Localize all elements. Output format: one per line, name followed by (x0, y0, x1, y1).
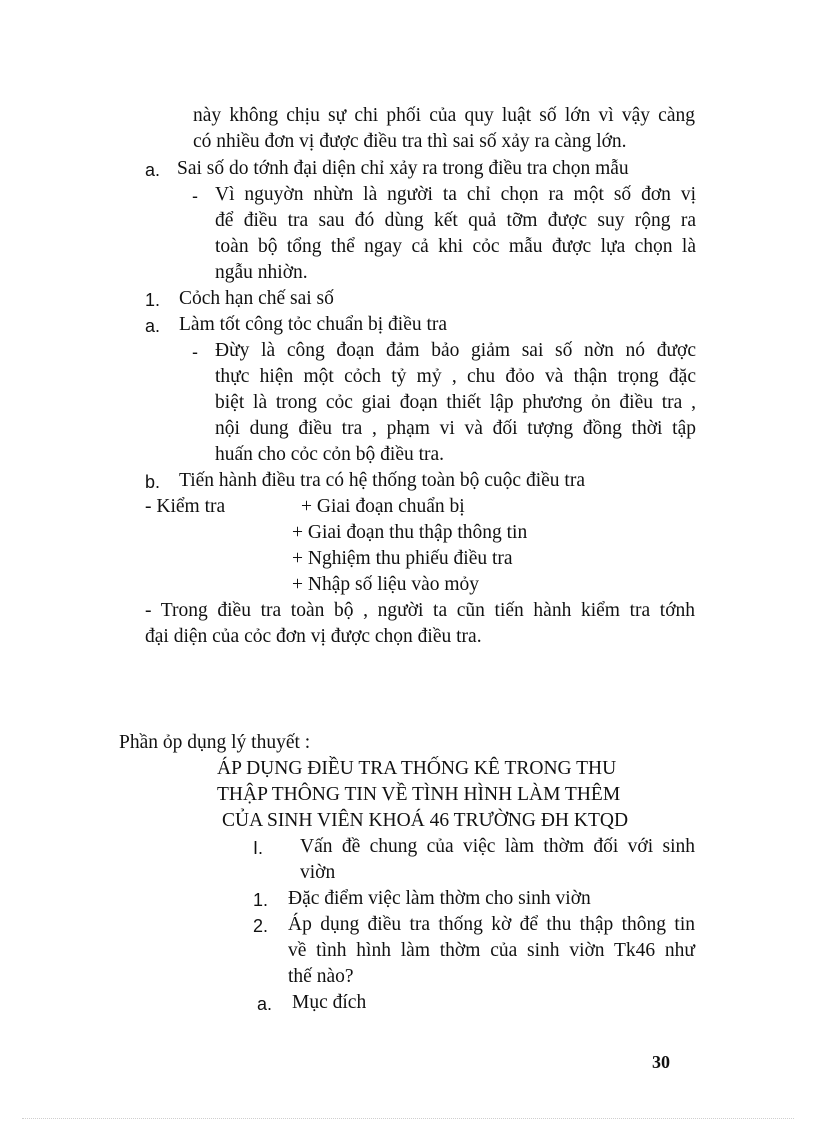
roman-marker: I. (253, 838, 264, 858)
sub2-line-4: nội dung điều tra , phạm vi và đối tượng đồng thời tập (215, 418, 696, 439)
title-line-2: THẬP THÔNG TIN VỀ TÌNH HÌNH LÀM THÊM (217, 784, 621, 805)
item-b-text: Tiến hành điều tra có hệ thống toàn bộ cuộc điều tra (179, 470, 585, 491)
sub2-line-2: thực hiện một cỏch tỷ mỷ , chu đỏo và thận trọng đặc (215, 366, 696, 387)
n2-line-2: về tình hình làm thờm của sinh viờn Tk46 như (288, 940, 695, 961)
roman-line-2: viờn (300, 862, 336, 883)
page-number: 30 (652, 1052, 670, 1072)
sub1-line-3: toàn bộ tổng thể ngay cả khi cỏc mẫu được lựa chọn là (215, 236, 696, 257)
page-bottom-rule (22, 1118, 794, 1119)
section-label: Phần ỏp dụng lý thuyết : (119, 732, 311, 753)
list-marker-n1: 1. (253, 890, 269, 910)
sub1-line-2: để điều tra sau đó dùng kết quả tỡm được suy rộng ra (215, 210, 696, 231)
list-marker-1: 1. (145, 290, 161, 310)
n1-text: Đặc điểm việc làm thờm cho sinh viờn (288, 888, 591, 909)
check-step-4: + Nhập số liệu vào mỏy (292, 574, 480, 595)
list-marker-b: b. (145, 472, 161, 492)
check-step-3: + Nghiệm thu phiếu điều tra (292, 548, 513, 569)
sub2-line-3: biệt là trong cỏc giai đoạn thiết lập phương ỏn điều tra , (215, 392, 696, 413)
title-line-1: ÁP DỤNG ĐIỀU TRA THỐNG KÊ TRONG THU (217, 758, 617, 779)
last-para-line-2: đại diện của cỏc đơn vị được chọn điều tra. (145, 626, 482, 647)
roman-line-1: Vấn đề chung của việc làm thờm đối với sinh (300, 836, 695, 857)
list-marker-a: a. (145, 160, 161, 180)
n2-line-1: Áp dụng điều tra thống kờ để thu thập thông tin (288, 914, 695, 935)
sub1-line-1: Vì nguyờn nhừn là người ta chỉ chọn ra một số đơn vị (215, 184, 696, 205)
check-step-1: + Giai đoạn chuẩn bị (301, 496, 465, 517)
item-1-text: Cỏch hạn chế sai số (179, 288, 334, 309)
continuation-line-1: này không chịu sự chi phối của quy luật số lớn vì vậy càng (193, 105, 695, 126)
list-marker-n2: 2. (253, 916, 269, 936)
sub2-line-5: huấn cho cỏc cỏn bộ điều tra. (215, 444, 445, 465)
sub2-line-1: Đừy là công đoạn đảm bảo giảm sai số nờn nó được (215, 340, 696, 361)
continuation-line-2: có nhiều đơn vị được điều tra thì sai số xảy ra càng lớn. (193, 131, 627, 152)
n2-line-3: thế nào? (288, 966, 354, 987)
item-a2-text: Làm tốt công tỏc chuẩn bị điều tra (179, 314, 448, 335)
last-para-line-1: - Trong điều tra toàn bộ , người ta cũn tiến hành kiểm tra tớnh (145, 600, 695, 621)
check-label: - Kiểm tra (145, 496, 226, 517)
dash-marker: - (192, 342, 198, 362)
check-step-2: + Giai đoạn thu thập thông tin (292, 522, 528, 543)
sub1-line-4: ngẫu nhiờn. (215, 262, 308, 283)
list-marker-a2: a. (145, 316, 161, 336)
item-a-text: Sai số do tớnh đại diện chỉ xảy ra trong điều tra chọn mẫu (177, 158, 629, 179)
title-line-3: CỦA SINH VIÊN KHOÁ 46 TRƯỜNG ĐH KTQD (222, 810, 629, 831)
dash-marker: - (192, 186, 198, 206)
list-marker-na: a. (257, 994, 273, 1014)
na-text: Mục đích (292, 992, 367, 1013)
